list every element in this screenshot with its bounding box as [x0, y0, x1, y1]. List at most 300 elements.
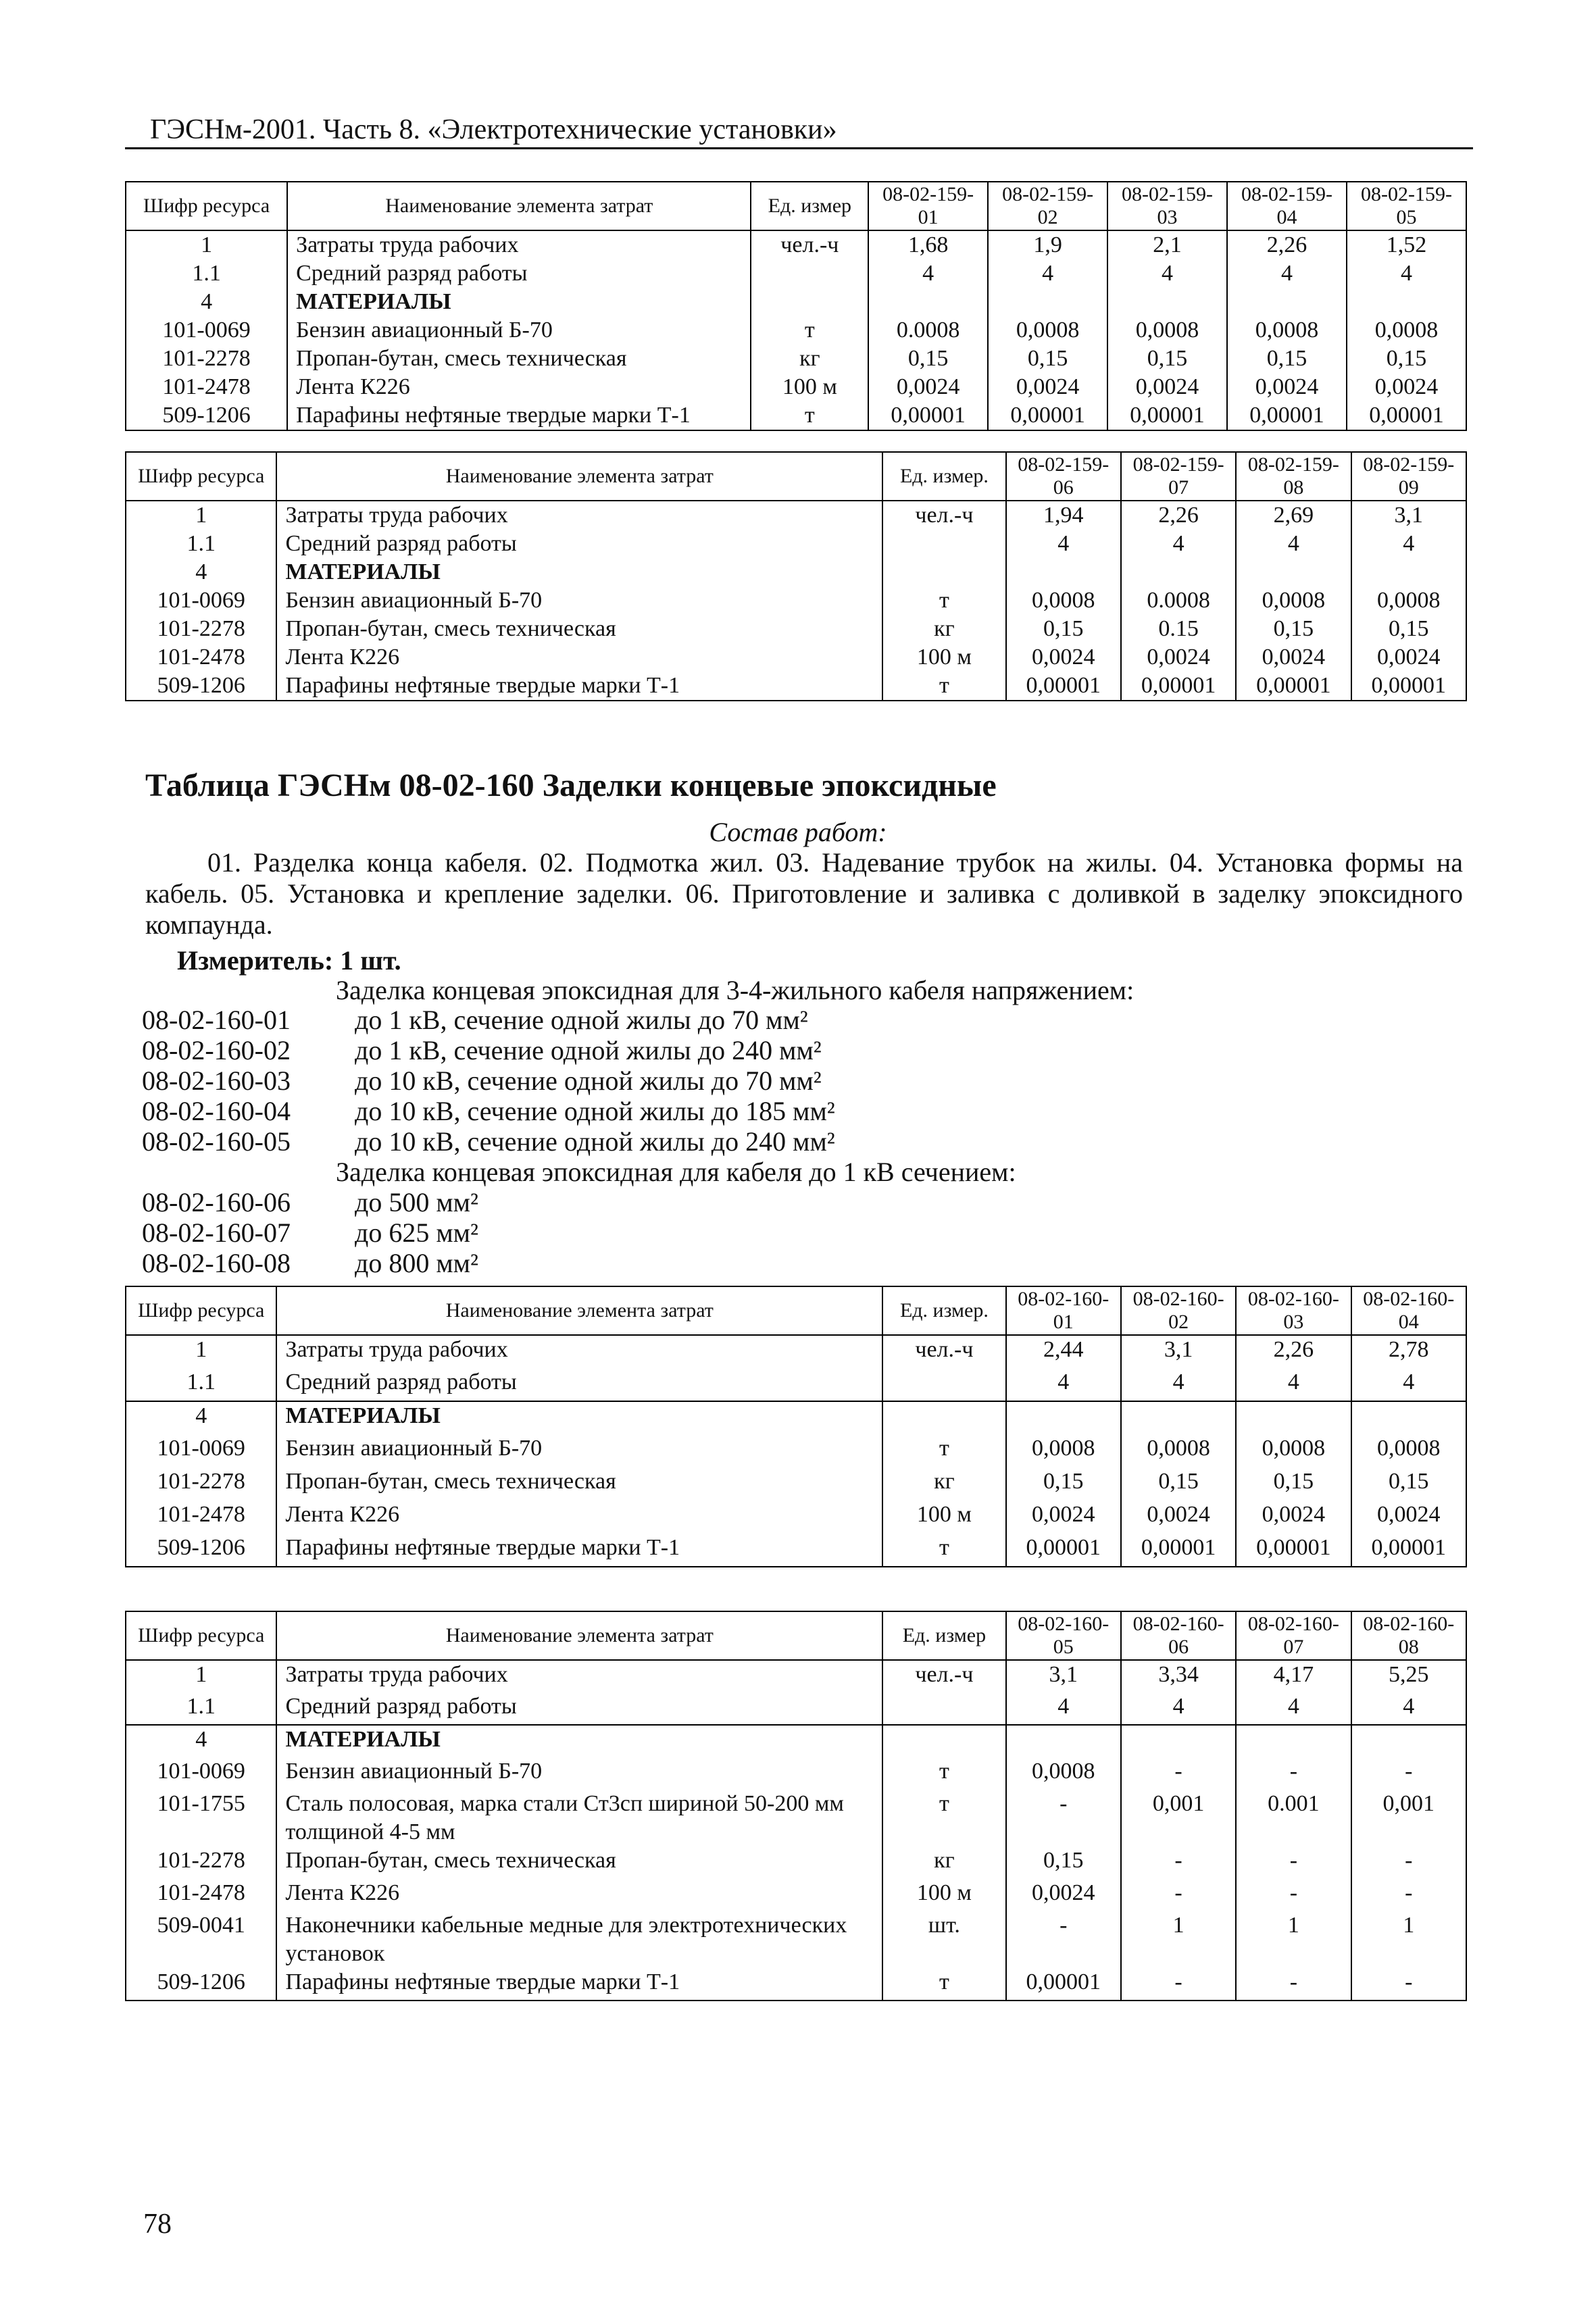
row-name: Бензин авиационный Б-70 — [276, 1757, 882, 1790]
row-value: 4 — [1006, 1692, 1121, 1725]
header-column-code: 08-02-160-05 — [1006, 1611, 1121, 1660]
row-code: 101-2278 — [126, 1846, 276, 1879]
item-code: 08-02-160-04 — [142, 1096, 291, 1126]
row-name: Лента К226 — [276, 1501, 882, 1534]
row-value: - — [1006, 1911, 1121, 1968]
item-text: до 625 мм² — [355, 1217, 478, 1248]
row-name: Лента К226 — [287, 373, 751, 401]
row-value: 0,00001 — [1006, 672, 1121, 701]
row-name: Бензин авиационный Б-70 — [276, 586, 882, 615]
row-value: 0,15 — [1107, 345, 1227, 373]
row-unit: т — [882, 1968, 1005, 2001]
row-value: 0,0008 — [1107, 316, 1227, 345]
table-row — [126, 316, 1466, 345]
row-value: 2,44 — [1006, 1335, 1121, 1368]
table-header-row — [126, 1611, 1466, 1660]
row-value: 0,15 — [1347, 345, 1466, 373]
row-value: 0,15 — [1236, 1467, 1351, 1501]
header-column-code: 08-02-159-08 — [1236, 452, 1351, 501]
table-row — [126, 1401, 1466, 1434]
row-value: - — [1006, 1790, 1121, 1846]
row-value: 3,1 — [1351, 501, 1466, 530]
row-value: 0,0008 — [1227, 316, 1347, 345]
row-code: 101-2478 — [126, 373, 287, 401]
row-code: 101-2478 — [126, 643, 276, 672]
table-row — [126, 401, 1466, 430]
page-number: 78 — [143, 2209, 172, 2240]
header-code: Шифр ресурса — [126, 452, 276, 501]
table-row — [126, 530, 1466, 558]
row-name: МАТЕРИАЛЫ — [276, 1401, 882, 1434]
row-unit: т — [751, 316, 868, 345]
row-value: - — [1351, 1879, 1466, 1911]
row-code: 101-2278 — [126, 1467, 276, 1501]
row-value: 0,00001 — [1227, 401, 1347, 430]
row-value: - — [1351, 1846, 1466, 1879]
row-value — [1121, 1401, 1236, 1434]
row-code: 101-1755 — [126, 1790, 276, 1846]
table-row — [126, 643, 1466, 672]
row-unit — [882, 1692, 1005, 1725]
list-item — [142, 1247, 478, 1279]
row-value: 0,001 — [1121, 1790, 1236, 1846]
row-code: 1 — [126, 230, 287, 259]
row-code: 101-2278 — [126, 345, 287, 373]
row-code: 509-1206 — [126, 672, 276, 701]
row-value: 4 — [1006, 1368, 1121, 1401]
header-unit: Ед. измер. — [882, 452, 1005, 501]
row-value: 0,00001 — [1121, 1534, 1236, 1567]
row-value — [988, 288, 1107, 316]
row-code: 509-1206 — [126, 1968, 276, 2001]
row-unit: т — [882, 1790, 1005, 1846]
row-value: 0,0024 — [1236, 1501, 1351, 1534]
row-value: 1 — [1121, 1911, 1236, 1968]
row-code: 1 — [126, 1335, 276, 1368]
row-code: 509-0041 — [126, 1911, 276, 1968]
row-value: - — [1236, 1879, 1351, 1911]
row-unit: 100 м — [882, 1879, 1005, 1911]
row-value: 0,00001 — [1347, 401, 1466, 430]
header-column-code: 08-02-160-07 — [1236, 1611, 1351, 1660]
row-value: 0.0008 — [1121, 586, 1236, 615]
item-text: до 800 мм² — [355, 1248, 478, 1278]
row-name: Парафины нефтяные твердые марки Т-1 — [287, 401, 751, 430]
row-value — [1121, 1725, 1236, 1757]
row-value: 4 — [1121, 1368, 1236, 1401]
row-code: 509-1206 — [126, 1534, 276, 1567]
header-column-code: 08-02-159-02 — [988, 182, 1107, 230]
row-unit: чел.-ч — [882, 1335, 1005, 1368]
header-unit: Ед. измер — [882, 1611, 1005, 1660]
row-unit — [751, 288, 868, 316]
row-unit: чел.-ч — [751, 230, 868, 259]
row-value: 0.0008 — [868, 316, 988, 345]
row-code: 101-0069 — [126, 1757, 276, 1790]
resource-table-159-a — [125, 181, 1467, 431]
header-column-code: 08-02-159-04 — [1227, 182, 1347, 230]
row-name: Пропан-бутан, смесь техническая — [276, 1846, 882, 1879]
list-item — [142, 1095, 835, 1127]
header-name: Наименование элемента затрат — [287, 182, 751, 230]
row-code: 1.1 — [126, 259, 287, 288]
item-code: 08-02-160-07 — [142, 1217, 291, 1248]
row-value: 0,0008 — [1006, 1434, 1121, 1467]
row-name: Затраты труда рабочих — [276, 501, 882, 530]
row-value: 0,0024 — [988, 373, 1107, 401]
row-code: 1 — [126, 1660, 276, 1692]
row-value: 3,1 — [1006, 1660, 1121, 1692]
table-row — [126, 1434, 1466, 1467]
header-column-code: 08-02-159-09 — [1351, 452, 1466, 501]
row-code: 4 — [126, 558, 276, 586]
header-column-code: 08-02-159-07 — [1121, 452, 1236, 501]
row-value — [868, 288, 988, 316]
item-code: 08-02-160-03 — [142, 1065, 291, 1096]
item-code: 08-02-160-02 — [142, 1035, 291, 1065]
row-name: Средний разряд работы — [276, 1692, 882, 1725]
row-value: 0,00001 — [1236, 1534, 1351, 1567]
list-item — [142, 1004, 808, 1036]
table-row — [126, 1660, 1466, 1692]
row-value: 0,0008 — [1006, 586, 1121, 615]
header-column-code: 08-02-160-06 — [1121, 1611, 1236, 1660]
table-row — [126, 672, 1466, 701]
row-value — [1351, 558, 1466, 586]
row-code: 1.1 — [126, 1368, 276, 1401]
row-value: 2,26 — [1236, 1335, 1351, 1368]
row-value: 5,25 — [1351, 1660, 1466, 1692]
row-unit — [882, 1368, 1005, 1401]
item-code: 08-02-160-05 — [142, 1126, 291, 1157]
row-value: 2,26 — [1227, 230, 1347, 259]
row-name: МАТЕРИАЛЫ — [287, 288, 751, 316]
section-title: Таблица ГЭСНм 08-02-160 Заделки концевые эпоксидные — [145, 768, 997, 803]
measure-label: Измеритель: — [177, 945, 334, 976]
row-value: 1,68 — [868, 230, 988, 259]
row-code: 101-0069 — [126, 586, 276, 615]
row-code: 101-2478 — [126, 1879, 276, 1911]
row-name: Средний разряд работы — [287, 259, 751, 288]
row-name: Парафины нефтяные твердые марки Т-1 — [276, 1968, 882, 2001]
row-value: 0,0008 — [1236, 586, 1351, 615]
table-header-row — [126, 452, 1466, 501]
table-header-row — [126, 182, 1466, 230]
table-row — [126, 1879, 1466, 1911]
row-value: 0,15 — [1121, 1467, 1236, 1501]
table-row — [126, 1335, 1466, 1368]
row-value: 0,00001 — [868, 401, 988, 430]
item-text: до 10 кВ, сечение одной жилы до 185 мм² — [355, 1096, 835, 1126]
row-value — [1347, 288, 1466, 316]
row-value: 0,15 — [1006, 1467, 1121, 1501]
row-unit: 100 м — [882, 1501, 1005, 1534]
row-value: 0,15 — [1351, 1467, 1466, 1501]
row-value: 1 — [1351, 1911, 1466, 1968]
row-value: 0,00001 — [1107, 401, 1227, 430]
row-value: 0,00001 — [1351, 1534, 1466, 1567]
row-code: 101-0069 — [126, 316, 287, 345]
row-value: 0,15 — [1351, 615, 1466, 643]
row-unit: т — [882, 672, 1005, 701]
row-value: 0,0024 — [1121, 643, 1236, 672]
row-name: Бензин авиационный Б-70 — [287, 316, 751, 345]
header-column-code: 08-02-159-03 — [1107, 182, 1227, 230]
row-value: - — [1121, 1757, 1236, 1790]
row-value: - — [1121, 1968, 1236, 2001]
row-value — [1236, 1725, 1351, 1757]
table-row — [126, 586, 1466, 615]
row-unit: кг — [751, 345, 868, 373]
row-value: 0,0024 — [1351, 1501, 1466, 1534]
row-value: 0,0024 — [1006, 1879, 1121, 1911]
header-code: Шифр ресурса — [126, 1611, 276, 1660]
row-value — [1006, 1725, 1121, 1757]
row-value: 2,78 — [1351, 1335, 1466, 1368]
row-value: - — [1351, 1968, 1466, 2001]
row-value: 0.15 — [1121, 615, 1236, 643]
item-code: 08-02-160-08 — [142, 1248, 291, 1278]
row-value: 3,1 — [1121, 1335, 1236, 1368]
row-name: МАТЕРИАЛЫ — [276, 558, 882, 586]
header-code: Шифр ресурса — [126, 182, 287, 230]
row-value: 0,001 — [1351, 1790, 1466, 1846]
header-name: Наименование элемента затрат — [276, 452, 882, 501]
header-column-code: 08-02-160-08 — [1351, 1611, 1466, 1660]
row-value: 2,26 — [1121, 501, 1236, 530]
measure — [177, 945, 401, 976]
row-value: - — [1236, 1757, 1351, 1790]
row-unit: кг — [882, 1467, 1005, 1501]
row-unit: чел.-ч — [882, 1660, 1005, 1692]
row-code: 101-2278 — [126, 615, 276, 643]
header-column-code: 08-02-159-01 — [868, 182, 988, 230]
row-value — [1006, 1401, 1121, 1434]
list-item — [142, 1126, 835, 1157]
row-unit: шт. — [882, 1911, 1005, 1968]
row-code: 4 — [126, 1401, 276, 1434]
header-unit: Ед. измер. — [882, 1286, 1005, 1335]
row-value — [1351, 1401, 1466, 1434]
row-unit: т — [751, 401, 868, 430]
list-item — [142, 1217, 478, 1249]
row-value: 0,0024 — [1227, 373, 1347, 401]
header-unit: Ед. измер — [751, 182, 868, 230]
row-value — [1227, 288, 1347, 316]
row-value: 0,0008 — [1006, 1757, 1121, 1790]
table-row — [126, 1692, 1466, 1725]
row-value: 0,00001 — [1351, 672, 1466, 701]
row-value — [1351, 1725, 1466, 1757]
row-value: 4 — [1236, 530, 1351, 558]
row-name: Лента К226 — [276, 643, 882, 672]
row-unit: 100 м — [751, 373, 868, 401]
row-name: Сталь полосовая, марка стали Ст3сп шириной 50-200 мм толщиной 4-5 мм — [276, 1790, 882, 1846]
header-name: Наименование элемента затрат — [276, 1611, 882, 1660]
row-value: 0,15 — [868, 345, 988, 373]
row-value: - — [1351, 1757, 1466, 1790]
header-rule — [125, 147, 1473, 149]
row-value: 0,0008 — [1236, 1434, 1351, 1467]
row-value: 4 — [1236, 1692, 1351, 1725]
row-name: Пропан-бутан, смесь техническая — [287, 345, 751, 373]
row-value: 0,00001 — [1006, 1968, 1121, 2001]
item-code: 08-02-160-01 — [142, 1005, 291, 1035]
table-row — [126, 1757, 1466, 1790]
row-value: 4 — [1351, 1368, 1466, 1401]
row-name: Лента К226 — [276, 1879, 882, 1911]
group1-title: Заделка концевая эпоксидная для 3-4-жильного кабеля напряжением: — [336, 975, 1134, 1005]
row-value: 0,0008 — [1351, 1434, 1466, 1467]
table-row — [126, 558, 1466, 586]
header-name: Наименование элемента затрат — [276, 1286, 882, 1335]
row-value: 1 — [1236, 1911, 1351, 1968]
table-row — [126, 1501, 1466, 1534]
row-value: 0,0008 — [1347, 316, 1466, 345]
row-value: 0,0024 — [1107, 373, 1227, 401]
row-value: 0,00001 — [1006, 1534, 1121, 1567]
row-unit: чел.-ч — [882, 501, 1005, 530]
header-code: Шифр ресурса — [126, 1286, 276, 1335]
row-value: 1,52 — [1347, 230, 1466, 259]
row-value: 2,69 — [1236, 501, 1351, 530]
resource-table-160-a — [125, 1286, 1467, 1567]
row-code: 1 — [126, 501, 276, 530]
header-column-code: 08-02-160-01 — [1006, 1286, 1121, 1335]
table-row — [126, 1467, 1466, 1501]
row-value: 1,9 — [988, 230, 1107, 259]
row-value: 0,00001 — [1236, 672, 1351, 701]
table-row — [126, 288, 1466, 316]
row-value: 0,0008 — [1351, 586, 1466, 615]
table-row — [126, 373, 1466, 401]
row-name: Пропан-бутан, смесь техническая — [276, 615, 882, 643]
resource-table-160-b — [125, 1611, 1467, 2001]
header-column-code: 08-02-160-03 — [1236, 1286, 1351, 1335]
row-value: - — [1236, 1968, 1351, 2001]
item-text: до 1 кВ, сечение одной жилы до 240 мм² — [355, 1035, 822, 1065]
header-column-code: 08-02-160-04 — [1351, 1286, 1466, 1335]
row-value: - — [1121, 1846, 1236, 1879]
row-unit: т — [882, 1757, 1005, 1790]
row-value — [1107, 288, 1227, 316]
table-row — [126, 1368, 1466, 1401]
item-text: до 10 кВ, сечение одной жилы до 70 мм² — [355, 1065, 822, 1096]
table-row — [126, 1846, 1466, 1879]
item-text: до 500 мм² — [355, 1187, 478, 1217]
row-value: 0,0024 — [1236, 643, 1351, 672]
row-code: 509-1206 — [126, 401, 287, 430]
row-value: - — [1236, 1846, 1351, 1879]
row-value: 0,15 — [1006, 615, 1121, 643]
row-code: 101-0069 — [126, 1434, 276, 1467]
row-value — [1006, 558, 1121, 586]
table-row — [126, 259, 1466, 288]
row-value: 0,15 — [1236, 615, 1351, 643]
row-value: 0,15 — [1227, 345, 1347, 373]
table-row — [126, 1911, 1466, 1968]
row-value: 4 — [1121, 1692, 1236, 1725]
row-name: Парафины нефтяные твердые марки Т-1 — [276, 1534, 882, 1567]
row-value: 0,15 — [1006, 1846, 1121, 1879]
table-header-row — [126, 1286, 1466, 1335]
row-name: Бензин авиационный Б-70 — [276, 1434, 882, 1467]
row-value: 0,0024 — [1006, 643, 1121, 672]
item-text: до 10 кВ, сечение одной жилы до 240 мм² — [355, 1126, 835, 1157]
row-value: 4 — [1236, 1368, 1351, 1401]
list-item — [142, 1034, 822, 1066]
row-name: Затраты труда рабочих — [287, 230, 751, 259]
row-value: 0,00001 — [988, 401, 1107, 430]
row-value — [1236, 1401, 1351, 1434]
row-name: МАТЕРИАЛЫ — [276, 1725, 882, 1757]
measure-value: 1 шт. — [340, 945, 401, 976]
row-unit — [882, 530, 1005, 558]
row-code: 4 — [126, 288, 287, 316]
header-column-code: 08-02-160-02 — [1121, 1286, 1236, 1335]
row-name: Средний разряд работы — [276, 530, 882, 558]
row-value: 0,0008 — [1121, 1434, 1236, 1467]
row-unit: т — [882, 586, 1005, 615]
row-value: 4 — [1351, 530, 1466, 558]
row-value — [1121, 558, 1236, 586]
row-value: 4 — [1351, 1692, 1466, 1725]
row-name: Затраты труда рабочих — [276, 1335, 882, 1368]
row-unit — [882, 1401, 1005, 1434]
item-code: 08-02-160-06 — [142, 1187, 291, 1217]
row-name: Средний разряд работы — [276, 1368, 882, 1401]
row-code: 4 — [126, 1725, 276, 1757]
row-value: 4 — [868, 259, 988, 288]
composition-heading: Состав работ: — [709, 817, 887, 847]
row-unit: 100 м — [882, 643, 1005, 672]
list-item — [142, 1186, 478, 1218]
row-unit: т — [882, 1434, 1005, 1467]
group2-title: Заделка концевая эпоксидная для кабеля до 1 кВ сечением: — [336, 1157, 1016, 1187]
running-header: ГЭСНм-2001. Часть 8. «Электротехнические установки» — [150, 114, 837, 145]
row-code: 1.1 — [126, 530, 276, 558]
row-name: Пропан-бутан, смесь техническая — [276, 1467, 882, 1501]
row-value: 1,94 — [1006, 501, 1121, 530]
row-code: 1.1 — [126, 1692, 276, 1725]
row-unit: кг — [882, 615, 1005, 643]
table-row — [126, 1790, 1466, 1846]
row-value: 4 — [1121, 530, 1236, 558]
row-value: 0,0024 — [1006, 1501, 1121, 1534]
resource-table-159-b — [125, 451, 1467, 701]
table-row — [126, 1725, 1466, 1757]
row-value — [1236, 558, 1351, 586]
row-value: 3,34 — [1121, 1660, 1236, 1692]
row-value: 0,0024 — [868, 373, 988, 401]
row-value: 0,00001 — [1121, 672, 1236, 701]
header-column-code: 08-02-159-05 — [1347, 182, 1466, 230]
row-value: 0,0024 — [1347, 373, 1466, 401]
composition-text: 01. Разделка конца кабеля. 02. Подмотка жил. 03. Надевание трубок на жилы. 04. Установка формы на кабель. 05. Установка и крепление заделки. 06. Приготовление и заливка с доливкой в заделку эпоксидного компаунда. — [145, 847, 1463, 940]
row-value: - — [1121, 1879, 1236, 1911]
table-row — [126, 345, 1466, 373]
row-value: 4,17 — [1236, 1660, 1351, 1692]
row-value: 0,0024 — [1121, 1501, 1236, 1534]
row-name: Наконечники кабельные медные для электротехнических установок — [276, 1911, 882, 1968]
row-unit — [751, 259, 868, 288]
item-text: до 1 кВ, сечение одной жилы до 70 мм² — [355, 1005, 808, 1035]
row-name: Парафины нефтяные твердые марки Т-1 — [276, 672, 882, 701]
row-unit: т — [882, 1534, 1005, 1567]
table-row — [126, 1534, 1466, 1567]
row-value: 0,15 — [988, 345, 1107, 373]
table-row — [126, 501, 1466, 530]
